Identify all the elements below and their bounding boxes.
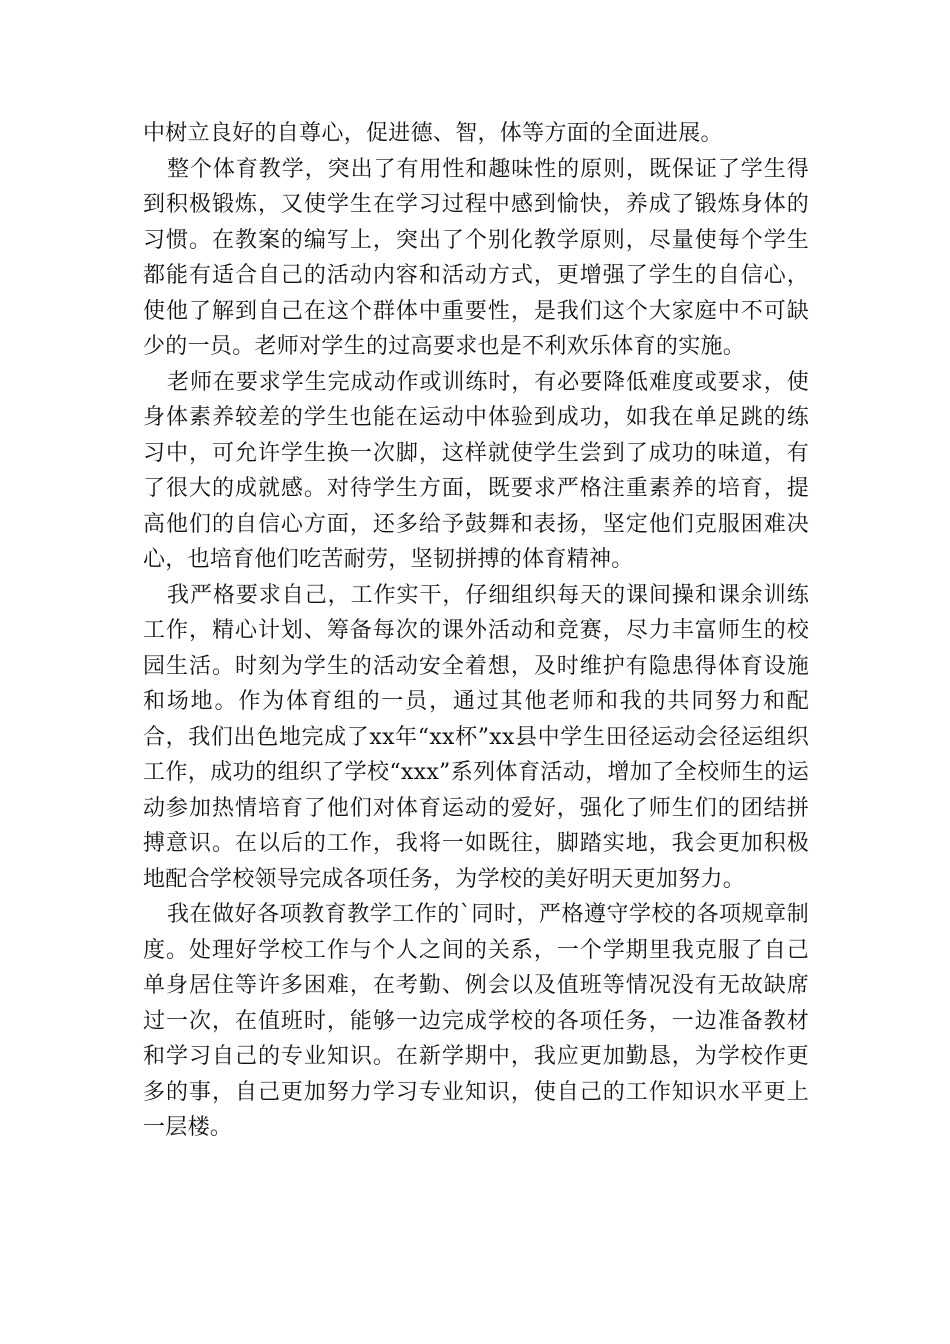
paragraph: 整个体育教学，突出了有用性和趣味性的原则，既保证了学生得到积极锻炼，又使学生在学习过程中感到愉快，养成了锻炼身体的习惯。在教案的编写上，突出了个别化教学原则，尽量使每个学生都能有适合自己的活动内容和活动方式，更增强了学生的自信心，使他了解到自己在这个群体中重要性，是我们这个大家庭中不可缺少的一员。老师对学生的过高要求也是不利欢乐体育的实施。 [143,156,809,359]
paragraph: 中树立良好的自尊心，促进德、智，体等方面的全面进展。 [143,121,723,146]
paragraph: 我在做好各项教育教学工作的`同时，严格遵守学校的各项规章制度。处理好学校工作与个人之间的关系，一个学期里我克服了自己单身居住等许多困难，在考勤、例会以及值班等情况没有无故缺席过一次，在值班时，能够一边完成学校的各项任务，一边准备教材和学习自己的专业知识。在新学期中，我应更加勤恳，为学校作更多的事，自己更加努力学习专业知识，使自己的工作知识水平更上一层楼。 [143,902,809,1140]
document-body [143,116,809,1146]
paragraph: 老师在要求学生完成动作或训练时，有必要降低难度或要求，使身体素养较差的学生也能在运动中体验到成功，如我在单足跳的练习中，可允许学生换一次脚，这样就使学生尝到了成功的味道，有了很大的成就感。对待学生方面，既要求严格注重素养的培育，提高他们的自信心方面，还多给予鼓舞和表扬，坚定他们克服困难决心，也培育他们吃苦耐劳，坚韧拼搏的体育精神。 [143,369,809,572]
paragraph: 我严格要求自己，工作实干，仔细组织每天的课间操和课余训练工作，精心计划、筹备每次的课外活动和竞赛，尽力丰富师生的校园生活。时刻为学生的活动安全着想，及时维护有隐患得体育设施和场地。作为体育组的一员，通过其他老师和我的共同努力和配合，我们出色地完成了xx年“xx杯”xx县中学生田径运动会径运组织工作，成功的组织了学校“xxx”系列体育活动，增加了全校师生的运动参加热情培育了他们对体育运动的爱好，强化了师生们的团结拼搏意识。在以后的工作，我将一如既往，脚踏实地，我会更加积极地配合学校领导完成各项任务，为学校的美好明天更加努力。 [143,582,809,892]
